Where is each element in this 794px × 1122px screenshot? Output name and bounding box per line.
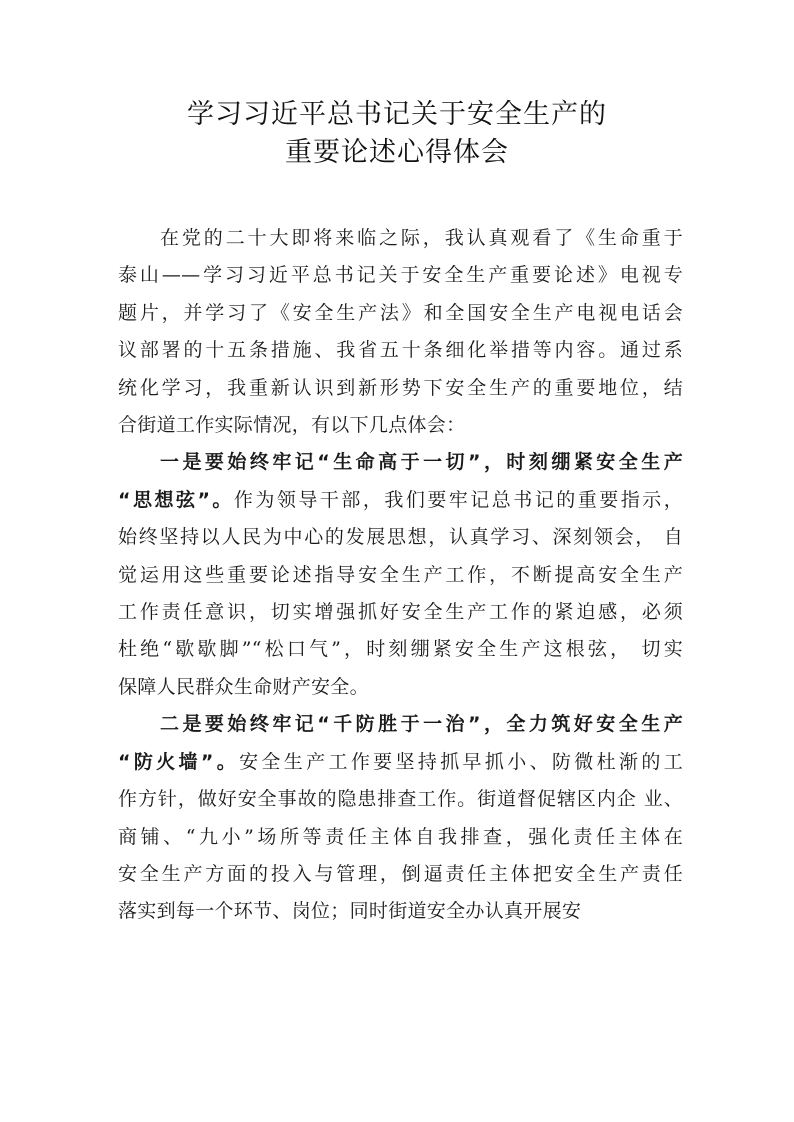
point2-line (118, 744, 683, 781)
point1-line: 杜绝“歇歇脚”“松口气”，时刻绷紧安全生产这根弦， 切实 (118, 638, 683, 661)
point2-heading-end: “防火墙”。 (118, 750, 240, 773)
point1-line: 觉运用这些重要论述指导安全生产工作，不断提高安全生产 (118, 563, 683, 586)
point2-line: 落实到每一个环节、岗位；同时街道安全办认真开展安 (118, 900, 582, 923)
document-title (0, 96, 794, 172)
intro-line: 题片，并学习了《安全生产法》和全国安全生产电视电话会 (118, 301, 683, 324)
intro-line: 统化学习，我重新认识到新形势下安全生产的重要地位，结 (118, 376, 683, 399)
intro-line: 议部署的十五条措施、我省五十条细化举措等内容。通过系 (118, 339, 683, 362)
point2-text: 安全生产工作要坚持抓早抓小、防微杜渐的工 (239, 750, 683, 773)
point2-line: 作方针，做好安全事故的隐患排查工作。街道督促辖区内企 业、 (118, 788, 683, 811)
title-line-2: 重要论述心得体会 (285, 137, 509, 168)
title-line-1: 学习习近平总书记关于安全生产的 (187, 99, 607, 130)
point2-line: 安全生产方面的投入与管理，倒逼责任主体把安全生产责任 (118, 862, 683, 885)
point1-heading-end: “思想弦”。 (118, 488, 234, 511)
point2-heading: 二是要始终牢记“千防胜于一治”，全力筑好安全生产 (160, 713, 683, 736)
point1-line: 保障人民群众生命财产安全。 (118, 675, 369, 698)
point1-text: 作为领导干部，我们要牢记总书记的重要指示， (233, 488, 683, 511)
intro-line: 在党的二十大即将来临之际，我认真观看了《生命重于 (160, 227, 683, 249)
point2-line: 商铺、“九小”场所等责任主体自我排查，强化责任主体在 (118, 825, 683, 848)
point1-line: 始终坚持以人民为中心的发展思想，认真学习、深刻领会， 自 (118, 526, 683, 549)
point1-line (118, 482, 683, 519)
point1-heading: 一是要始终牢记“生命高于一切”，时刻绷紧安全生产 (160, 451, 683, 474)
document-body (118, 220, 683, 931)
intro-line: 泰山——学习习近平总书记关于安全生产重要论述》电视专 (118, 264, 683, 287)
intro-line: 合街道工作实际情况，有以下几点体会： (118, 414, 466, 437)
point1-line: 工作责任意识，切实增强抓好安全生产工作的紧迫感，必须 (118, 601, 683, 624)
